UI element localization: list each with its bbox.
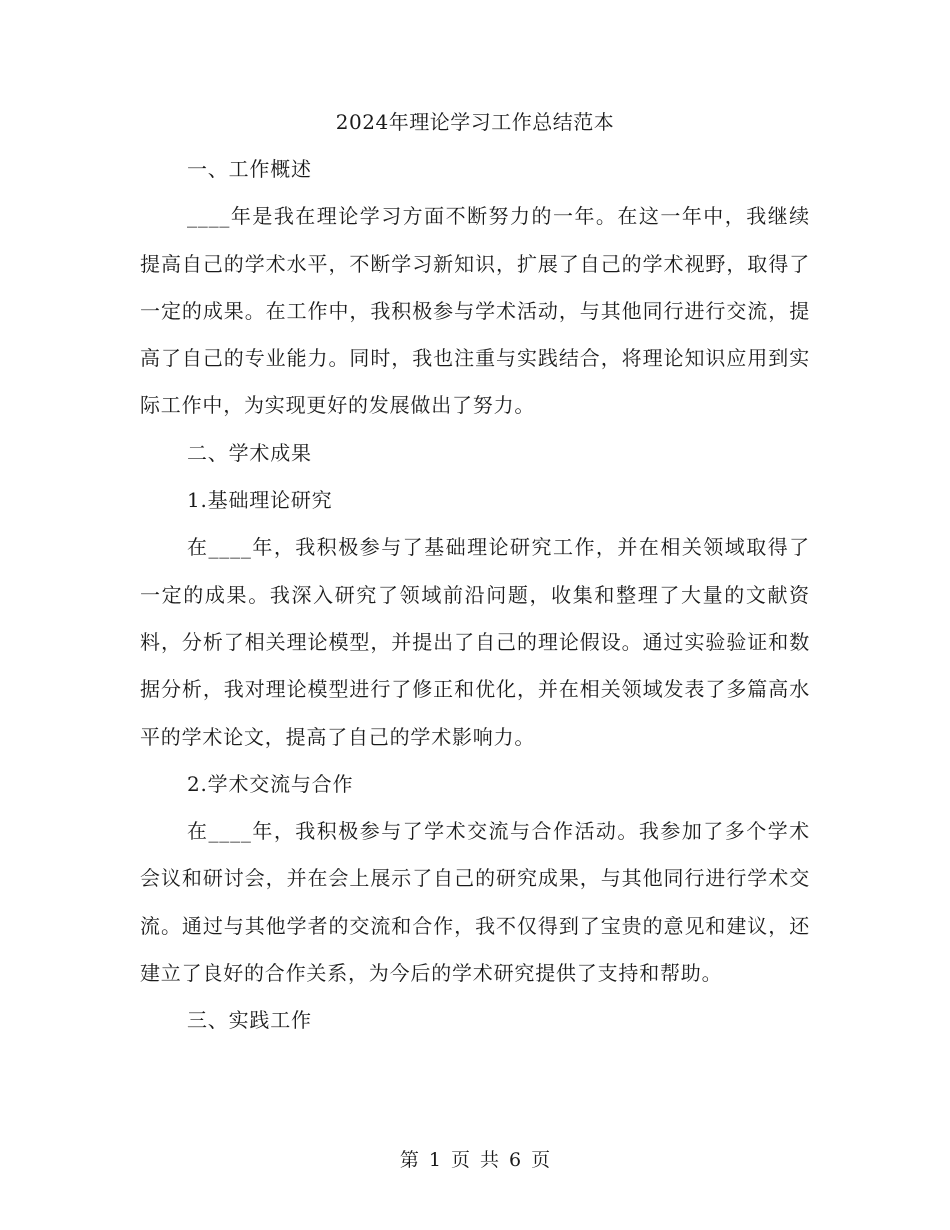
paragraph-overview: ____年是我在理论学习方面不断努力的一年。在这一年中，我继续提高自己的学术水平，不断学习新知识，扩展了自己的学术视野，取得了一定的成果。在工作中，我积极参与学术活动，与其他同行进行交流，提高了自己的专业能力。同时，我也注重与实践结合，将理论知识应用到实际工作中，为实现更好的发展做出了努力。 xyxy=(140,204,810,418)
paragraph-exchange: 在____年，我积极参与了学术交流与合作活动。我参加了多个学术会议和研讨会，并在会上展示了自己的研究成果，与其他同行进行学术交流。通过与其他学者的交流和合作，我不仅得到了宝贵的意见和建议，还建立了良好的合作关系，为今后的学术研究提供了支持和帮助。 xyxy=(140,819,810,986)
document-body xyxy=(140,146,810,1045)
subheading-basic-research: 1.基础理论研究 xyxy=(187,488,333,513)
section-heading-overview: 一、工作概述 xyxy=(187,157,312,181)
document-title: 2024年理论学习工作总结范本 xyxy=(335,110,615,134)
section-heading-practice: 三、实践工作 xyxy=(187,1008,312,1033)
paragraph-basic-research: 在____年，我积极参与了基础理论研究工作，并在相关领域取得了一定的成果。我深入研究了领域前沿问题，收集和整理了大量的文献资料，分析了相关理论模型，并提出了自己的理论假设。通过实验验证和数据分析，我对理论模型进行了修正和优化，并在相关领域发表了多篇高水平的学术论文，提高了自己的学术影响力。 xyxy=(140,535,810,749)
section-heading-achievements: 二、学术成果 xyxy=(187,440,312,465)
subheading-exchange: 2.学术交流与合作 xyxy=(187,771,354,796)
page-footer: 第 1 页 共 6 页 xyxy=(399,1149,551,1171)
